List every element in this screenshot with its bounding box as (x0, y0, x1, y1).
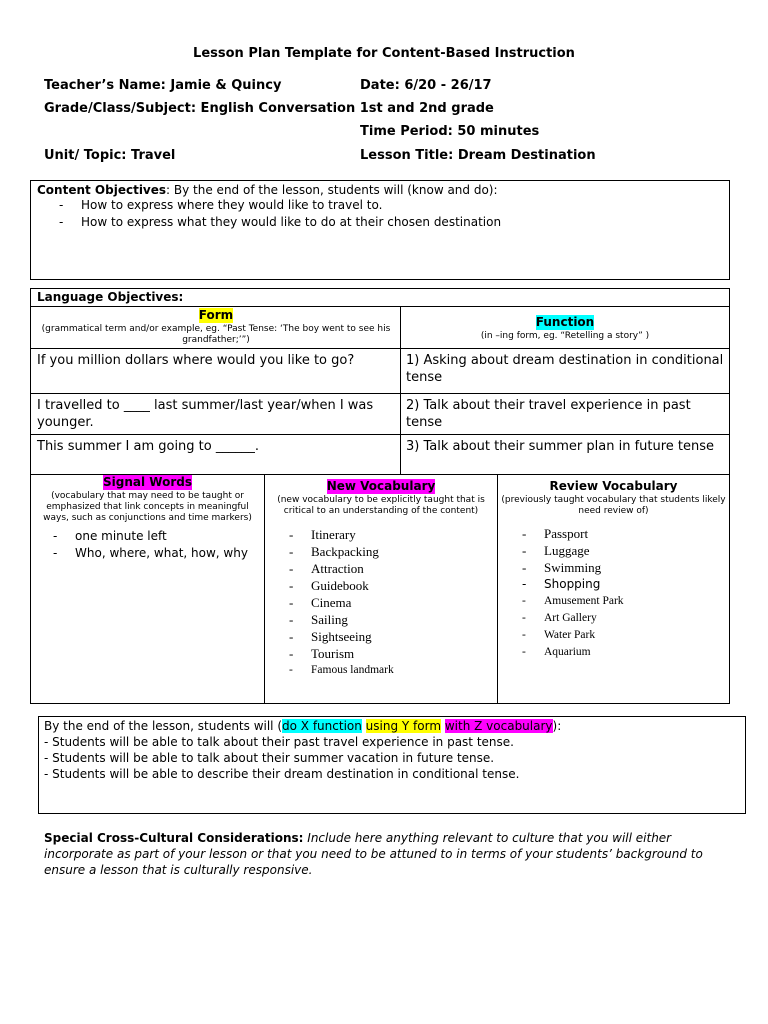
function-row-2: 2) Talk about their travel experience in past tense (406, 398, 691, 430)
outcome-line: - Students will be able to talk about their past travel experience in past tense. (44, 735, 514, 749)
list-item: - Shopping (522, 576, 727, 593)
form-row-1: If you million dollars where would you like to go? (37, 353, 355, 368)
content-objectives-box (30, 180, 730, 280)
divider (264, 474, 265, 704)
list-item: - Guidebook (289, 577, 495, 594)
new-vocabulary-label: New Vocabulary (326, 479, 436, 493)
list-item: - Amusement Park (522, 593, 727, 610)
divider (31, 348, 729, 349)
signal-words-label: Signal Words (103, 475, 192, 489)
unit-topic: Unit/ Topic: Travel (44, 148, 176, 163)
form-column-header (35, 308, 397, 346)
new-vocabulary-cell (267, 526, 495, 679)
list-item: - Backpacking (289, 543, 495, 560)
outcome-line: - Students will be able to talk about their summer vacation in future tense. (44, 751, 495, 765)
content-objectives-label: Content Objectives (37, 183, 167, 197)
outcomes-intro-text: By the end of the lesson, students will ( (44, 719, 283, 733)
form-row-2: I travelled to ____ last summer/last year/when I was younger. (37, 398, 374, 430)
function-description: (in –ing form, eg. “Retelling a story” ) (480, 331, 650, 341)
list-item: - one minute left (53, 528, 264, 545)
review-vocabulary-header (500, 479, 727, 517)
list-item: - Tourism (289, 645, 495, 662)
lesson-date: Date: 6/20 - 26/17 (360, 78, 492, 93)
signal-words-header (33, 475, 262, 524)
list-item: - Famous landmark (289, 662, 495, 679)
signal-words-cell (31, 528, 264, 562)
new-vocabulary-header (267, 479, 495, 517)
special-considerations-body: Include here anything relevant to culture that you will either incorporate as part of your lesson or that you need to be attuned to in terms of your students’ background to ensure a lesson that is culturally responsive. (44, 831, 703, 877)
grade-class-subject: Grade/Class/Subject: English Conversation 1st and 2nd grade (44, 101, 494, 116)
list-item: - Sightseeing (289, 628, 495, 645)
review-vocabulary-cell (500, 525, 727, 661)
form-description: (grammatical term and/or example, eg. “Past Tense: ‘The boy went to see his grandfather;’”) (41, 324, 391, 345)
special-considerations (44, 830, 744, 878)
list-item: - Cinema (289, 594, 495, 611)
lesson-outcomes-box (38, 716, 746, 814)
list-item: - Art Gallery (522, 610, 727, 627)
review-vocabulary-label: Review Vocabulary (549, 479, 678, 493)
review-vocabulary-description: (previously taught vocabulary that students likely need review of) (501, 495, 726, 516)
form-row-3: This summer I am going to ______. (37, 439, 259, 454)
list-item: - Itinerary (289, 526, 495, 543)
new-vocabulary-list (267, 526, 495, 679)
divider (31, 306, 729, 307)
list-item: - Aquarium (522, 644, 727, 661)
function-row-1: 1) Asking about dream destination in conditional tense (406, 353, 724, 385)
function-label: Function (535, 315, 595, 329)
list-item: - Passport (522, 525, 727, 542)
list-item: - Swimming (522, 559, 727, 576)
lesson-title: Lesson Title: Dream Destination (360, 148, 596, 163)
review-vocabulary-list (500, 525, 727, 661)
vocabulary-highlight: with Z vocabulary (444, 719, 553, 733)
list-item: - How to express what they would like to do at their chosen destination (59, 214, 723, 231)
content-objectives-list (37, 197, 723, 231)
function-row-3: 3) Talk about their summer plan in future tense (406, 439, 715, 454)
function-highlight: do X function (282, 719, 362, 733)
time-period: Time Period: 50 minutes (360, 124, 540, 139)
language-objectives-title: Language Objectives: (37, 290, 184, 304)
divider (31, 434, 729, 435)
divider (400, 306, 401, 474)
list-item: - Water Park (522, 627, 727, 644)
special-considerations-label: Special Cross-Cultural Considerations: (44, 831, 304, 845)
list-item: - Who, where, what, how, why (53, 545, 264, 562)
list-item: - How to express where they would like to travel to. (59, 197, 723, 214)
list-item: - Attraction (289, 560, 495, 577)
form-label: Form (198, 308, 234, 322)
signal-words-list (31, 528, 264, 562)
document-title: Lesson Plan Template for Content-Based Instruction (193, 46, 575, 61)
language-objectives-table (30, 288, 730, 704)
divider (497, 474, 498, 704)
outcomes-intro-end: ): (552, 719, 562, 733)
list-item: - Sailing (289, 611, 495, 628)
content-objectives-heading (37, 183, 723, 197)
outcome-line: - Students will be able to describe their dream destination in conditional tense. (44, 767, 520, 781)
function-column-header (403, 315, 727, 342)
teacher-name: Teacher’s Name: Jamie & Quincy (44, 78, 282, 93)
signal-words-description: (vocabulary that may need to be taught or emphasized that link concepts in meaningful ways, such as conjunctions and time markers) (43, 491, 252, 523)
list-item: - Luggage (522, 542, 727, 559)
content-objectives-intro: : By the end of the lesson, students will (know and do): (166, 183, 498, 197)
form-highlight: using Y form (365, 719, 442, 733)
outcomes-intro (44, 718, 740, 734)
divider (31, 393, 729, 394)
new-vocabulary-description: (new vocabulary to be explicitly taught that is critical to an understanding of the content) (277, 495, 485, 516)
